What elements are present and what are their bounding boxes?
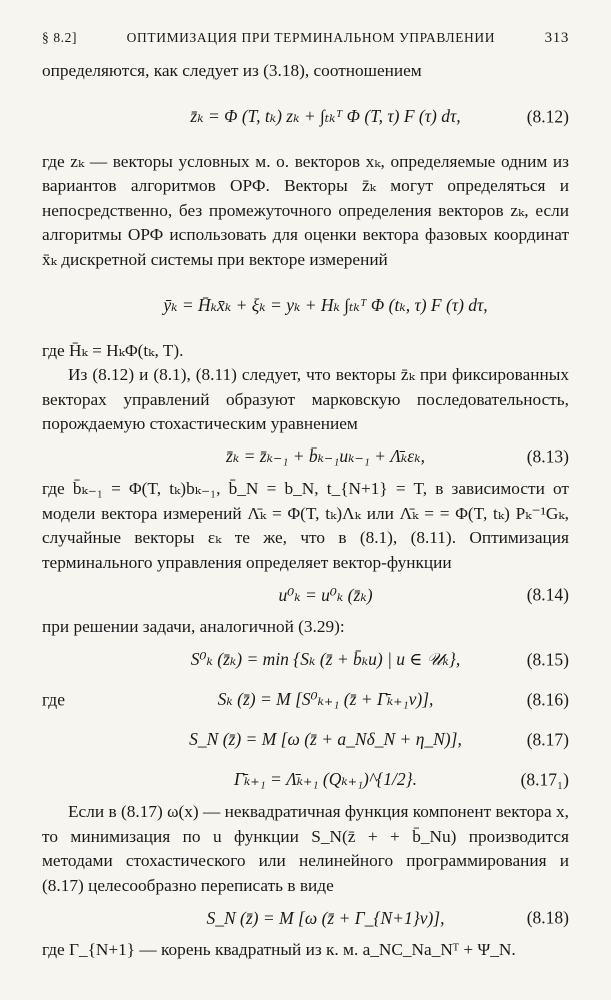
equation-number: (8.18) — [526, 907, 569, 928]
paragraph-2: где zₖ — векторы условных м. о. векторов xₖ, определяемые одним из вариантов алгоритмов ОРФ. Векторы z̄ₖ могут определяться и непосредственно, без промежуточного определения векторов zₖ, если алгоритмы ОРФ использовать для оценки вектора фазовых координат x̄ₖ дискретной системы при векторе измерений — [42, 151, 569, 269]
page-number: 313 — [544, 30, 569, 46]
equation-8-14-body: u⁰ₖ = u⁰ₖ (z̄ₖ) — [278, 584, 373, 605]
equation-8-18-body: S_N (z̄) = M [ω (z̄ + Γ_{N+1}v)], — [206, 907, 445, 928]
equation-8-16-body: Sₖ (z̄) = M [S⁰ₖ₊₁ (z̄ + Γ̄ₖ₊₁v)], — [217, 689, 434, 710]
running-title: ОПТИМИЗАЦИЯ ПРИ ТЕРМИНАЛЬНОМ УПРАВЛЕНИИ — [126, 30, 496, 45]
paragraph-8: где Γ_{N+1} — корень квадратный из к. м. a_NC_Na_Nᵀ + Ψ_N. — [42, 940, 516, 960]
equation-number: (8.13) — [526, 446, 569, 467]
equation-number: (8.12) — [526, 106, 569, 127]
paragraph-5: где b̄ₖ₋₁ = Φ(T, tₖ)bₖ₋₁, b̄_N = b_N, t_{N+1} = T, в зависимости от модели вектора измерений Λ̄ₖ = Φ(T, tₖ)Λₖ или Λ̄ₖ = = Φ(T, tₖ) Pₖ⁻¹Gₖ, случайные векторы εₖ те же, что в (8.1), (8.11). Оптимизация терминального управления определяет вектор-функции — [42, 478, 569, 572]
equation-number: (8.17₁) — [520, 769, 569, 790]
equation-number: (8.17) — [526, 729, 569, 750]
equation-y — [42, 273, 569, 339]
equation-8-14 — [42, 575, 569, 615]
equation-8-18 — [42, 898, 569, 938]
page — [42, 30, 569, 963]
equation-8-12-body: z̄ₖ = Φ (T, tₖ) zₖ + ∫ₜₖᵀ Φ (T, τ) F (τ) dτ, — [190, 106, 461, 127]
equation-8-12 — [42, 84, 569, 150]
equation-number: (8.14) — [526, 584, 569, 605]
equation-8-13-body: z̄ₖ = z̄ₖ₋₁ + b̄ₖ₋₁uₖ₋₁ + Λ̄ₖεₖ, — [226, 446, 425, 467]
equation-y-body: ȳₖ = H̄ₖx̄ₖ + ξₖ = yₖ + Hₖ ∫ₜₖᵀ Φ (tₖ, τ) F (τ) dτ, — [163, 295, 488, 316]
equation-8-13 — [42, 437, 569, 477]
paragraph-3: где H̄ₖ = HₖΦ(tₖ, T). — [42, 340, 184, 360]
equation-8-16 — [42, 680, 569, 720]
section-label: § 8.2] — [42, 30, 78, 45]
equation-8-17 — [42, 720, 569, 760]
paragraph-6: при решении задачи, аналогичной (3.29): — [42, 617, 345, 637]
equation-8-15-body: S⁰ₖ (z̄ₖ) = min {Sₖ (z̄ + b̄ₖu) | u ∈ 𝒰ₖ}, — [190, 649, 461, 670]
equation-8-15 — [42, 640, 569, 680]
paragraph-4: Из (8.12) и (8.1), (8.11) следует, что векторы z̄ₖ при фиксированных векторах управлений образуют марковскую последовательность, порождаемую стохастическим уравнением — [42, 365, 569, 434]
equation-8-17-body: S_N (z̄) = M [ω (z̄ + a_Nδ_N + η_N)], — [189, 729, 462, 750]
paragraph-1: определяются, как следует из (3.18), соотношением — [42, 61, 422, 80]
equation-number: (8.16) — [526, 689, 569, 710]
paragraph-7: Если в (8.17) ω(x) — неквадратичная функция компонент вектора x, то минимизация по u функции S_N(z̄ + + b̄_Nu) производится методами стохастического или нелинейного программирования и (8.17) целесообразно переписать в виде — [42, 801, 569, 895]
equation-8-17-1-body: Γ̄ₖ₊₁ = Λ̄ₖ₊₁ (Qₖ₊₁)^{1/2}. — [234, 769, 417, 790]
equation-8-17-1 — [42, 760, 569, 800]
running-head — [42, 30, 569, 47]
equation-number: (8.15) — [526, 649, 569, 670]
equation-lead-word: где — [42, 689, 65, 710]
